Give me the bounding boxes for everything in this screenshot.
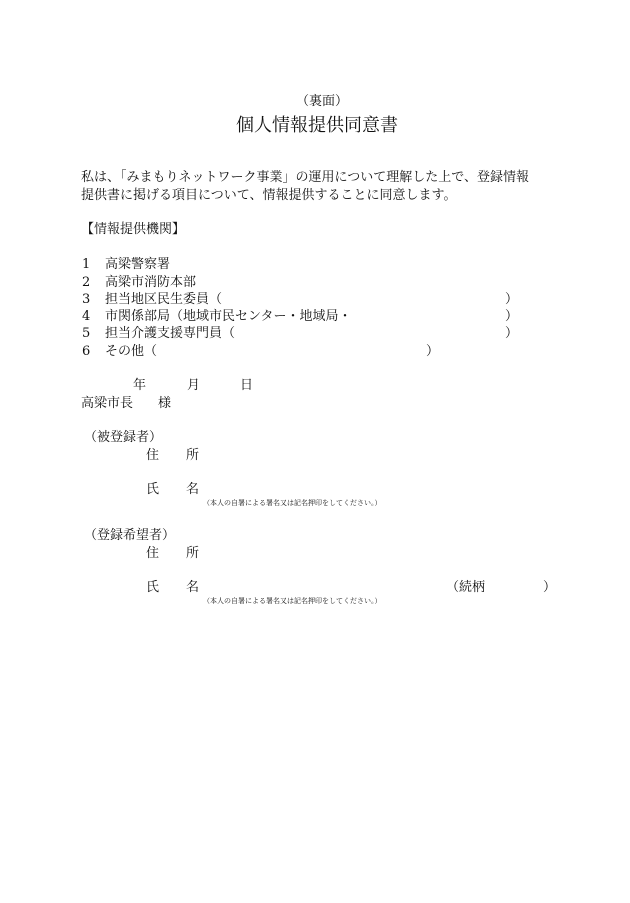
applicant-relation-close: ） [543,580,557,595]
applicant-relation-open: （続柄 [446,580,486,595]
agency-number: 2 [82,275,91,290]
agency-close-paren: ） [426,344,440,359]
agency-label: その他（ [105,344,158,359]
agency-close-paren: ） [505,309,519,324]
reverse-side-label: （裏面） [296,94,349,109]
agency-label: 市関係部局（地域市民センター・地域局・ [105,309,352,324]
registrant-address-label-1: 住 [146,448,160,463]
agency-label: 高梁警察署 [105,257,171,272]
addressee-honorific: 様 [158,396,172,411]
intro-line-2: 提供書に掲げる項目について、情報提供することに同意します。 [81,188,457,203]
agency-label: 担当介護支援専門員（ [105,326,236,341]
addressee-name: 高梁市長 [81,396,134,411]
agency-number: 3 [82,292,91,307]
registrant-signature-note: （本人の自署による署名又は記名押印をしてください。） [203,499,382,507]
registrant-name-label-1: 氏 [146,482,160,497]
applicant-address-label-1: 住 [146,546,160,561]
agency-label: 担当地区民生委員（ [105,292,223,307]
applicant-name-label-1: 氏 [146,580,160,595]
date-year: 年 [133,378,147,393]
applicant-name-label-2: 名 [186,580,200,595]
registrant-address-label-2: 所 [186,448,200,463]
registrant-heading: （被登録者） [84,430,163,445]
page-title: 個人情報提供同意書 [236,115,398,136]
agency-number: 5 [82,326,91,341]
applicant-signature-note: （本人の自署による署名又は記名押印をしてください。） [203,597,382,605]
agency-close-paren: ） [505,292,519,307]
agency-number: 4 [82,309,91,324]
agency-number: 6 [82,344,91,359]
applicant-heading: （登録希望者） [84,528,176,543]
agency-number: 1 [82,257,91,272]
registrant-name-label-2: 名 [186,482,200,497]
date-month: 月 [187,378,201,393]
agency-close-paren: ） [505,326,519,341]
intro-line-1: 私は、「みまもりネットワーク事業」の運用について理解した上で、登録情報 [81,170,529,185]
agency-label: 高梁市消防本部 [105,275,197,290]
applicant-address-label-2: 所 [186,546,200,561]
agencies-heading: 【情報提供機関】 [81,222,186,237]
date-day: 日 [240,378,254,393]
